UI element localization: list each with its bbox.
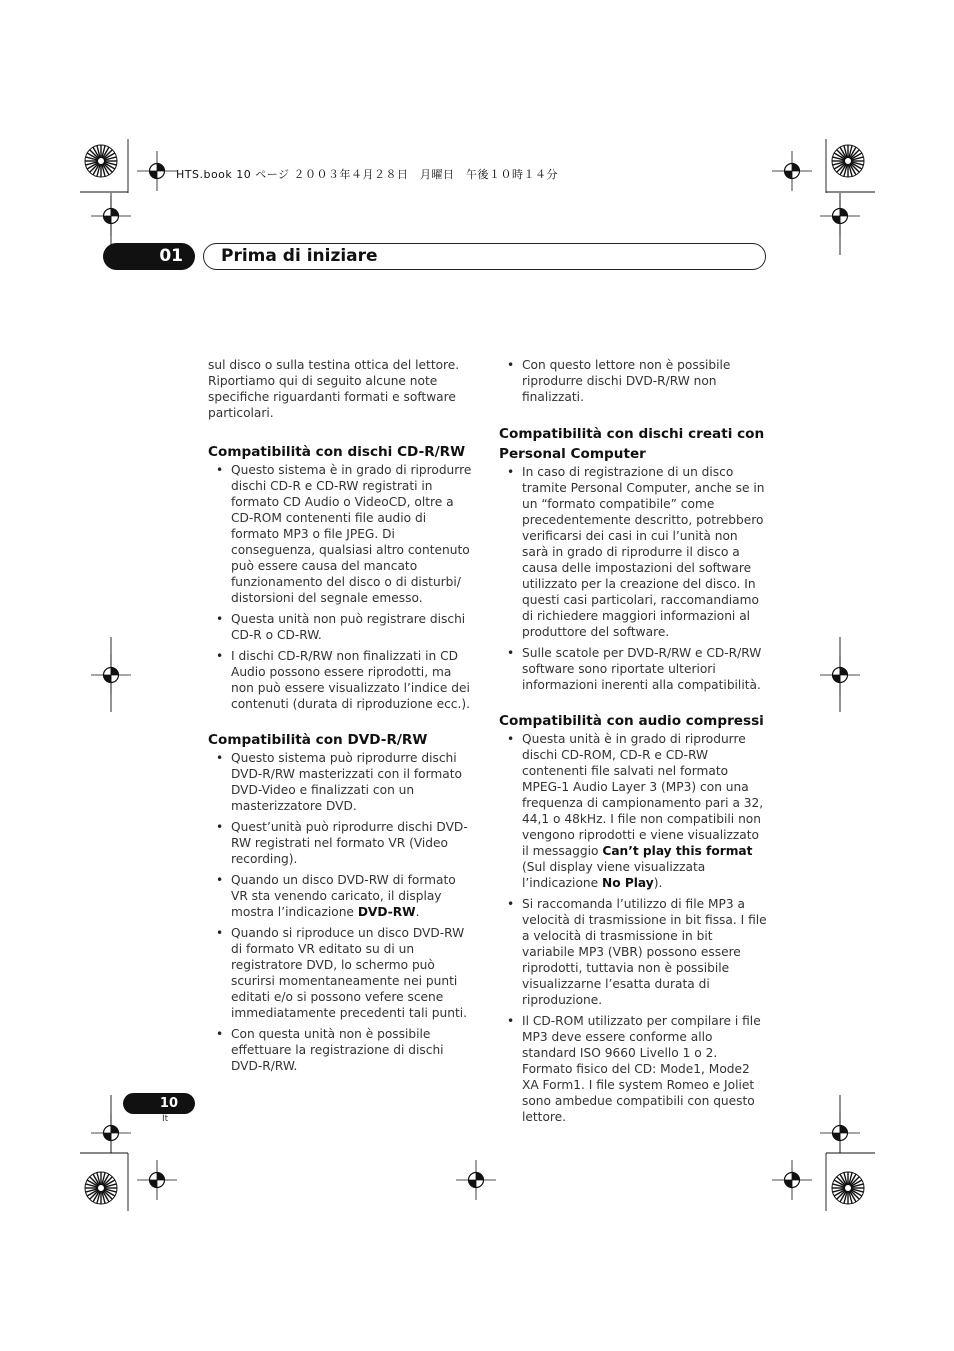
list-item: • Questo sistema può riprodurre dischi DVD-R/RW masterizzati con il formato DVD-Video e finalizzati con un masterizzatore DVD. (208, 750, 476, 814)
left-column (208, 357, 476, 1074)
compressed-audio-list (499, 731, 767, 1125)
cant-play-message: Can’t play this format (602, 844, 753, 858)
list-item (208, 872, 476, 920)
dvd-finalize-list (499, 357, 767, 405)
intro-paragraph: sul disco o sulla testina ottica del lettore. Riportiamo qui di seguito alcune note specifiche riguardanti formati e software particolari. (208, 358, 460, 420)
list-item (499, 731, 767, 891)
list-item: • Sulle scatole per DVD-R/RW e CD-R/RW software sono riportate ulteriori informazioni inerenti alla compatibilità. (499, 645, 767, 693)
print-header: HTS.book 10 ページ ２００３年４月２８日 月曜日 午後１０時１４分 (176, 168, 559, 181)
mp3-text-after: ). (653, 876, 663, 890)
list-item: • Quest’unità può riprodurre dischi DVD-RW registrati nel formato VR (Video recording). (208, 819, 476, 867)
list-item: • Con questa unità non è possibile effettuare la registrazione di dischi DVD-R/RW. (208, 1026, 476, 1074)
section-heading-cdrw: Compatibilità con dischi CD-R/RW (208, 444, 466, 460)
mp3-text-middle: (Sul display viene visualizzata l’indicazione (522, 860, 706, 890)
mp3-text-before: Questa unità è in grado di riprodurre dischi CD-ROM, CD-R e CD-RW contenenti file salvati nel formato MPEG-1 Audio Layer 3 (MP3) con una frequenza di campionamento pari a 32, 44,1 o 48kHz. I file non compatibili non vengono riprodotti e viene visualizzato il messaggio (522, 732, 764, 858)
language-code: It (162, 1114, 169, 1124)
dvd-rw-indicator: DVD-RW (357, 905, 416, 919)
list-item: • Con questo lettore non è possibile riprodurre dischi DVD-R/RW non finalizzati. (499, 357, 767, 405)
vr-text-after: . (415, 905, 420, 919)
section-heading-dvdrw: Compatibilità con DVD-R/RW (208, 732, 428, 748)
list-item: • Questo sistema è in grado di riprodurre dischi CD-R e CD-RW registrati in formato CD Audio o VideoCD, oltre a CD-ROM contenenti file audio di formato MP3 o file JPEG. Di conseguenza, qualsiasi altro contenuto può essere causa del mancato funzionamento del disco o di disturbi/ distorsioni del segnale emesso. (208, 462, 476, 606)
vr-text-before: Quando un disco DVD-RW di formato VR sta venendo caricato, il display mostra l’indicazione (231, 873, 456, 919)
section-heading-pc-discs: Compatibilità con dischi creati con Personal Computer (499, 426, 765, 462)
dvdrw-list (208, 750, 476, 1074)
pc-discs-list (499, 464, 767, 693)
cdrw-list (208, 462, 476, 712)
list-item: • Il CD-ROM utilizzato per compilare i file MP3 deve essere conforme allo standard ISO 9660 Livello 1 o 2. Formato fisico del CD: Mode1, Mode2 XA Form1. I file system Romeo e Joliet sono ambedue compatibili con questo lettore. (499, 1013, 767, 1125)
right-column (499, 357, 767, 1125)
list-item: • Si raccomanda l’utilizzo di file MP3 a velocità di trasmissione in bit fissa. I file a velocità di trasmissione in bit variabile MP3 (VBR) possono essere riprodotti, tuttavia non è possibile visualizzarne l’esatta durata di riproduzione. (499, 896, 767, 1008)
list-item: • Quando si riproduce un disco DVD-RW di formato VR editato su di un registratore DVD, lo schermo può scurirsi momentaneamente nei punti editati e/o si possono vefere scene immediatamente precedenti tali punti. (208, 925, 476, 1021)
chapter-number-badge: 01 (103, 243, 195, 270)
list-item: • Questa unità non può registrare dischi CD-R o CD-RW. (208, 611, 476, 643)
list-item: • In caso di registrazione di un disco tramite Personal Computer, anche se in un “formato compatibile” come precedentemente descritto, potrebbero verificarsi dei casi in cui l’unità non sarà in grado di riprodurre il disco a causa delle impostazioni del software utilizzato per la creazione del disco. In questi casi particolari, raccomandiamo di richiedere maggiori informazioni al produttore del software. (499, 464, 767, 640)
chapter-title: Prima di iniziare (221, 246, 378, 266)
list-item: • I dischi CD-R/RW non finalizzati in CD Audio possono essere riprodotti, ma non può essere visualizzato l’indice dei contenuti (durata di riproduzione ecc.). (208, 648, 476, 712)
no-play-indicator: No Play (602, 876, 654, 890)
section-heading-compressed-audio: Compatibilità con audio compressi (499, 713, 764, 729)
page-number-badge: 10 (123, 1093, 195, 1114)
